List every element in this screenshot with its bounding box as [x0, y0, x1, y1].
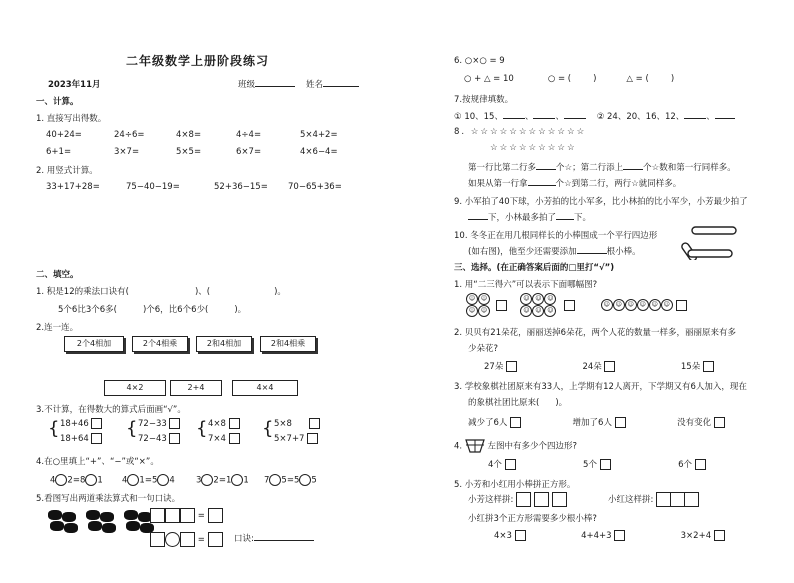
operator-circle[interactable]: [85, 474, 97, 486]
operator-circle[interactable]: [165, 532, 180, 547]
operator-circle[interactable]: [299, 474, 311, 486]
answer-box[interactable]: [505, 459, 516, 470]
answer-box[interactable]: [150, 532, 165, 547]
q7-sequences: ① 10、15、 、 、 ② 24、20、16、12、 、: [454, 110, 735, 122]
q7-heading: 7.按规律填数。: [454, 95, 514, 105]
calc-item: 5×5=: [176, 147, 202, 157]
answer-box[interactable]: [180, 532, 195, 547]
name-blank[interactable]: [323, 78, 359, 87]
answer-box[interactable]: [703, 361, 714, 372]
operator-item: 7 5=5 5: [264, 475, 317, 486]
faces-option-c: [601, 301, 676, 311]
mult-equation-1: =: [150, 508, 223, 523]
q1-heading: 1. 直接写出得数。: [36, 114, 107, 124]
vertical-calc: 33+17+28=: [46, 182, 100, 192]
choice-5: 5. 小芳和小红用小棒拼正方形。: [454, 480, 576, 490]
answer-box[interactable]: [496, 300, 507, 311]
seq-blank[interactable]: [503, 110, 525, 119]
smiley-icon: ☺: [478, 293, 490, 305]
operator-heading: 4.在○里填上“+”、“−”或“×”。: [36, 457, 159, 467]
q2-heading: 2. 用竖式计算。: [36, 166, 98, 176]
connect-top-1[interactable]: 2个4相加: [64, 336, 124, 352]
blank[interactable]: [623, 161, 643, 170]
choice-2-line1: 2. 贝贝有21朵花，丽丽送掉6朵花，两个人花的数量一样多，丽丽原来有多: [454, 328, 737, 338]
smiley-icon: ☺: [649, 299, 661, 311]
calc-item: 40+24=: [46, 130, 82, 140]
answer-box[interactable]: [615, 417, 626, 428]
q10-line2: (如右图)，他至少还需要添加 根小棒。: [468, 247, 641, 257]
answer-box[interactable]: [91, 433, 102, 444]
answer-box[interactable]: [614, 530, 625, 541]
section-2-heading: 二、填空。: [36, 270, 79, 280]
blank[interactable]: [577, 245, 607, 254]
answer-box[interactable]: [309, 418, 320, 429]
choice-1: 1. 用“二三得六”可以表示下面哪幅图?: [454, 280, 598, 290]
section-3-heading: 三、选择。(在正确答案后面的□里打“√”): [454, 263, 615, 273]
answer-box[interactable]: [229, 433, 240, 444]
seq-blank[interactable]: [533, 110, 555, 119]
q8-stars-row2: ☆☆☆☆☆☆☆☆☆: [490, 143, 577, 153]
faces-option-a: [466, 293, 496, 317]
xiaohong-squares: 小红这样拼:: [608, 492, 699, 507]
choice-2-line2: 少朵花?: [468, 344, 499, 354]
choice-4-options: 4个 5个 6个: [488, 458, 706, 470]
blank[interactable]: [468, 211, 488, 220]
sticks-figure: [678, 224, 744, 260]
compare-heading: 3.不计算，在得数大的算式后面画“√”。: [36, 405, 186, 415]
trapezoid-figure: [465, 438, 485, 454]
q9-line2: 下，小林最多拍了 下。: [468, 211, 591, 223]
q8-line1: 第一行比第二行多 个☆；第二行添上 个☆数和第一行同样多。: [468, 163, 736, 173]
blank[interactable]: [528, 177, 556, 186]
connect-bottom-1[interactable]: 4×2: [104, 380, 166, 396]
answer-box[interactable]: [506, 361, 517, 372]
calc-item: 4÷4=: [236, 130, 262, 140]
square-icon: [552, 492, 567, 507]
vertical-calc: 70−65+36=: [288, 182, 342, 192]
vertical-calc: 75−40−19=: [126, 182, 180, 192]
date: 2023年11月: [48, 80, 101, 90]
name-label: 姓名: [306, 80, 324, 90]
smiley-icon: ☺: [466, 293, 478, 305]
seq-blank[interactable]: [715, 110, 735, 119]
connect-top-3[interactable]: 2和4相加: [196, 336, 252, 352]
calc-item: 4×8=: [176, 130, 202, 140]
operator-circle[interactable]: [201, 474, 213, 486]
answer-box[interactable]: [229, 418, 240, 429]
xiaofang-squares: 小芳这样拼:: [468, 492, 567, 507]
calc-item: 24÷6=: [114, 130, 145, 140]
class-label: 班级: [238, 80, 256, 90]
answer-box[interactable]: [165, 508, 180, 523]
choice-4: 4. 左图中有多少个四边形?: [454, 438, 577, 454]
q6-line1: 6. ○×○ = 9: [454, 56, 505, 66]
name-field: [306, 78, 359, 90]
smiley-icon: ☺: [625, 299, 637, 311]
koujue: 口诀:: [234, 532, 314, 544]
answer-box[interactable]: [600, 459, 611, 470]
q8-line2: 如果从第一行拿 个☆到第二行，两行☆就同样多。: [468, 179, 682, 189]
q10-line1: 10. 冬冬正在用几根同样长的小棒围成一个平行四边形: [454, 231, 658, 241]
connect-top-4[interactable]: 2和4相乘: [260, 336, 316, 352]
operator-circle[interactable]: [157, 474, 169, 486]
connect-top-2[interactable]: 2个4相乘: [132, 336, 188, 352]
smiley-icon: ☺: [637, 299, 649, 311]
operator-item: 4 1=5 4: [122, 475, 175, 486]
calc-item: 5×4+2=: [300, 130, 338, 140]
answer-box[interactable]: [515, 530, 526, 541]
answer-box[interactable]: [714, 530, 725, 541]
operator-circle[interactable]: [55, 474, 67, 486]
calc-item: 4×6−4=: [300, 147, 338, 157]
answer-box[interactable]: [695, 459, 706, 470]
answer-box[interactable]: [91, 418, 102, 429]
connect-bottom-3[interactable]: 4×4: [232, 380, 298, 396]
calc-item: 6×7=: [236, 147, 262, 157]
smiley-icon: ☺: [601, 299, 613, 311]
answer-box[interactable]: [180, 508, 195, 523]
answer-box[interactable]: [676, 300, 687, 311]
picture-heading: 5.看图写出两道乘法算式和一句口诀。: [36, 494, 181, 504]
answer-box[interactable]: [169, 433, 180, 444]
operator-circle[interactable]: [127, 474, 139, 486]
operator-circle[interactable]: [231, 474, 243, 486]
answer-box[interactable]: [169, 418, 180, 429]
class-blank[interactable]: [255, 78, 295, 87]
section-1-heading: 一、计算。: [36, 97, 79, 107]
calc-item: 3×7=: [114, 147, 140, 157]
answer-box[interactable]: [714, 417, 725, 428]
answer-box[interactable]: [564, 300, 575, 311]
fill-q1-line1: 1. 积是12的乘法口诀有( )、( )。: [36, 287, 286, 297]
choice-2-options: 27朵 24朵 15朵: [484, 360, 714, 372]
answer-box[interactable]: [510, 417, 521, 428]
choice-1-options: [466, 293, 687, 317]
operator-circle[interactable]: [269, 474, 281, 486]
q6-line2: ○ + △ = 10 ○ = ( ) △ = ( ): [464, 74, 675, 84]
smiley-icon: ☺: [520, 305, 532, 317]
seq-blank[interactable]: [564, 110, 586, 119]
square-icon: [670, 492, 685, 507]
koujue-blank[interactable]: [254, 532, 314, 541]
square-icon: [656, 492, 671, 507]
square-icon: [534, 492, 549, 507]
q9-line1: 9. 小军拍了40下球，小芳拍的比小军多，比小林拍的比小军少，小芳最少拍了: [454, 197, 748, 207]
calc-item: 6+1=: [46, 147, 72, 157]
connect-bottom-2[interactable]: 2+4: [170, 380, 222, 396]
connect-heading: 2.连一连。: [36, 323, 79, 333]
choice-5-question: 小红拼3个正方形需要多少根小棒?: [468, 514, 597, 524]
faces-option-b: [520, 293, 564, 317]
smiley-icon: ☺: [544, 293, 556, 305]
smiley-icon: ☺: [613, 299, 625, 311]
answer-box[interactable]: [150, 508, 165, 523]
blank[interactable]: [536, 161, 556, 170]
smiley-icon: ☺: [532, 305, 544, 317]
q8-stars-row1: 8. ☆☆☆☆☆☆☆☆☆☆☆☆: [454, 127, 587, 137]
page-title: 二年级数学上册阶段练习: [126, 54, 270, 68]
smiley-icon: ☺: [478, 305, 490, 317]
answer-box[interactable]: [307, 433, 318, 444]
square-icon: [684, 492, 699, 507]
smiley-icon: ☺: [466, 305, 478, 317]
class-field: [238, 78, 295, 90]
blank[interactable]: [556, 211, 574, 220]
choice-5-options: 4×3 4+4+3 3×2+4: [494, 530, 725, 541]
answer-box[interactable]: [208, 508, 223, 523]
operator-item: 4 2=8 1: [50, 475, 103, 486]
smiley-icon: ☺: [544, 305, 556, 317]
choice-3-options: 减少了6人 增加了6人 没有变化: [468, 416, 725, 428]
smiley-icon: ☺: [520, 293, 532, 305]
smiley-icon: ☺: [532, 293, 544, 305]
choice-3-line2: 的象棋社团比原来( )。: [468, 398, 568, 408]
operator-item: 3 2=1 1: [196, 475, 249, 486]
square-icon: [516, 492, 531, 507]
seq-blank[interactable]: [684, 110, 706, 119]
answer-box[interactable]: [604, 361, 615, 372]
smiley-icon: ☺: [661, 299, 673, 311]
vertical-calc: 52+36−15=: [214, 182, 268, 192]
mult-equation-2: =: [150, 532, 223, 547]
choice-3-line1: 3. 学校象棋社团原来有33人，上学期有12人离开，下学期又有6人加入，现在: [454, 382, 747, 392]
answer-box[interactable]: [208, 532, 223, 547]
fill-q1-line2: 5个6比3个6多( )个6，比6个6少( )。: [58, 305, 247, 315]
